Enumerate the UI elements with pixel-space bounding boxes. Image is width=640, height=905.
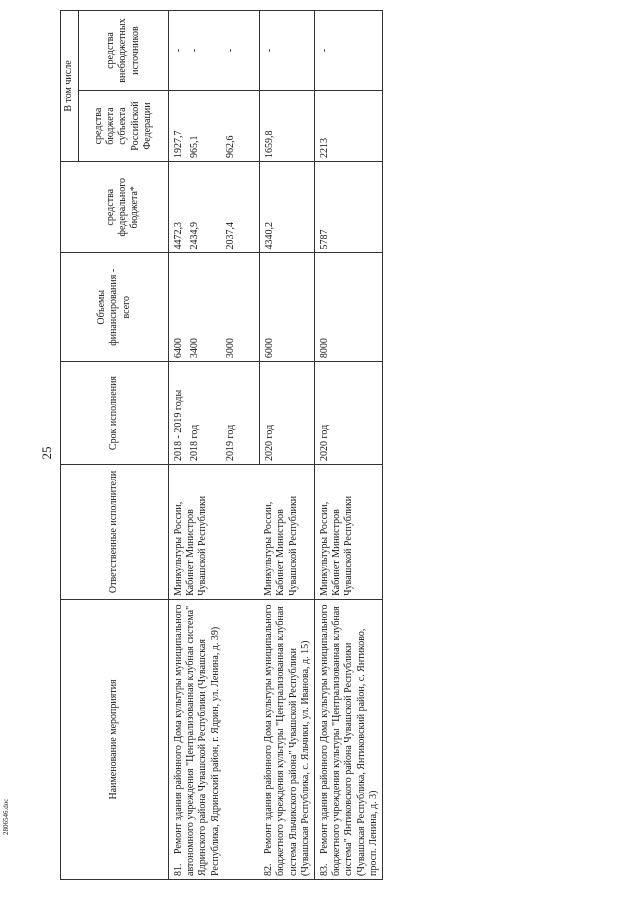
event-name: Ремонт здания районного Дома культуры муниципального бюджетного учреждения культуры "Централизованная клубная система" Янтиковского района Чувашской Республики (Чувашская Республика, Янтиковский район, с. Янтиково, просп. Ленина, д. 3) [318, 604, 379, 876]
header-extra: средства внебюджетных источников [79, 11, 169, 91]
executors-cell: Минкультуры России, Кабинет Министров Чувашской Республики [314, 464, 382, 599]
regional-cell: 2213 [314, 91, 382, 162]
header-including: В том числе [61, 11, 79, 162]
regional-cell: 962,6 [223, 91, 259, 162]
event-name-cell [169, 599, 260, 879]
row-number: 83. [318, 863, 330, 876]
document-table-rotated [60, 10, 620, 880]
term-cell: 2019 год [223, 362, 259, 465]
total-cell: 8000 [314, 253, 382, 362]
header-regional: средства бюджета субъекта Российской Федерации [79, 91, 169, 162]
header-term: Срок исполнения [61, 362, 169, 465]
total-cell: 6400 [169, 253, 188, 362]
event-name-cell [259, 599, 314, 879]
event-name-cell [314, 599, 382, 879]
term-cell: 2018 год [187, 362, 223, 465]
executors-cell: Минкультуры России, Кабинет Министров Чувашской Республики [259, 464, 314, 599]
federal-cell: 2434,9 [187, 162, 223, 253]
extra-cell: - [187, 11, 223, 91]
extra-cell: - [169, 11, 188, 91]
header-total: Объемы финансирования - всего [61, 253, 169, 362]
regional-cell: 1927,7 [169, 91, 188, 162]
table-row [314, 11, 382, 880]
footer-filename: 2806546.doc [2, 798, 10, 835]
executors-cell: Минкультуры России, Кабинет Министров Чувашской Республики [169, 464, 260, 599]
table-row [259, 11, 314, 880]
federal-cell: 5787 [314, 162, 382, 253]
header-federal-top [61, 162, 79, 253]
term-cell: 2020 год [259, 362, 314, 465]
header-name: Наименование мероприятия [61, 599, 169, 879]
row-number: 82. [263, 863, 275, 876]
header-federal: средства федерального бюджета* [79, 162, 169, 253]
funding-table [60, 10, 383, 880]
term-cell: 2018 - 2019 годы [169, 362, 188, 465]
total-cell: 6000 [259, 253, 314, 362]
event-name: Ремонт здания районного Дома культуры муниципального бюджетного учреждения культуры "Централизованная клубная система Яльчикского района" Чувашской Республики (Чувашская Республика, с. Яльчики, ул. Иванова, д. 15) [263, 604, 311, 876]
extra-cell: - [223, 11, 259, 91]
total-cell: 3400 [187, 253, 223, 362]
regional-cell: 1659,8 [259, 91, 314, 162]
event-name: Ремонт здания районного Дома культуры муниципального автономного учреждения "Централизованная клубная система" Ядринского района Чувашской Республики (Чувашская Республика, Ядринский район, г. Ядрин, ул. Ленина, д. 39) [173, 604, 221, 876]
federal-cell: 2037,4 [223, 162, 259, 253]
total-cell: 3000 [223, 253, 259, 362]
header-executors: Ответственные исполнители [61, 464, 169, 599]
row-number: 81. [173, 863, 184, 876]
extra-cell: - [314, 11, 382, 91]
regional-cell: 965,1 [187, 91, 223, 162]
federal-cell: 4340,2 [259, 162, 314, 253]
federal-cell: 4472,3 [169, 162, 188, 253]
extra-cell: - [259, 11, 314, 91]
page-number: 25 [39, 446, 54, 460]
term-cell: 2020 год [314, 362, 382, 465]
table-row [169, 11, 188, 880]
table-body [169, 11, 383, 880]
